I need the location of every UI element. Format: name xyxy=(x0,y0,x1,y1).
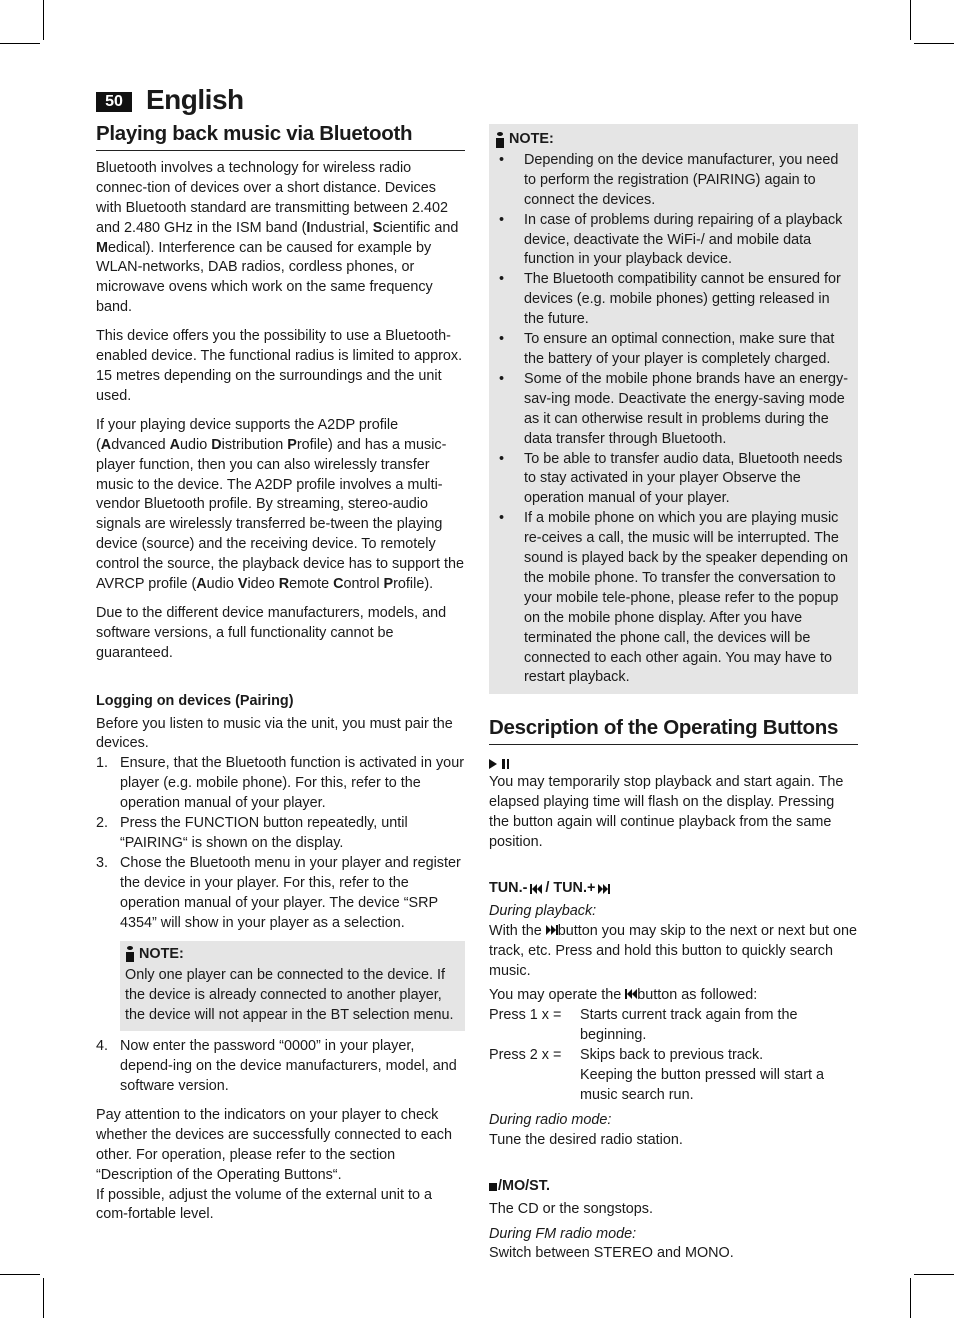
tuning-heading: TUN.- / TUN.+ xyxy=(489,879,858,899)
crop-mark xyxy=(914,43,954,44)
paragraph-operate: You may operate the button as followed: xyxy=(489,987,758,1004)
pairing-step: 2. Press the FUNCTION button repeatedly, until “PAIRING“ is shown on the display. xyxy=(96,815,408,851)
left-column xyxy=(96,122,465,1225)
pairing-step: 4. Now enter the password “0000” in your player, depend-ing on the device manufacturers, model, and software version. xyxy=(96,1038,457,1094)
crop-mark xyxy=(0,1274,40,1275)
note-box-single-player xyxy=(120,941,465,1032)
note-title: NOTE: xyxy=(139,945,184,962)
page-number: 50 xyxy=(96,92,132,112)
note-text: Only one player can be connected to the device. If the device is already connected to another player, the device will not appear in the BT selection menu. xyxy=(125,967,454,1024)
note-bullet: • In case of problems during repairing of a playback device, deactivate the WiFi-/ and mobile data function in your playback device. xyxy=(495,211,852,271)
paragraph-play-pause: You may temporarily stop playback and start again. The elapsed playing time will flash on the display. Pressing the button again will continue playback from the same position. xyxy=(489,774,844,850)
note-box-bluetooth xyxy=(489,124,858,694)
skip-forward-icon xyxy=(598,884,610,894)
play-pause-heading xyxy=(489,759,858,769)
crop-mark xyxy=(43,0,44,40)
right-column xyxy=(489,124,858,1264)
paragraph-a2dp: If your playing device supports the A2DP profile (Advanced Audio Distribution Profile) and has a music-player function, then you can also wirelessly transfer music to the device. The A2DP profile involves a multi-vendor Bluetooth profile. By streaming, stereo-audio signals are wirelessly transferred be-tween the playing device (source) and the receiving device. To remotely control the source, the playback device has to support the AVRCP profile (Audio Video Remote Control Profile). xyxy=(96,416,464,593)
paragraph-indicators: Pay attention to the indicators on your player to check whether the devices are successfully connected to each other. For operation, please refer to the section “Description of the Operating Buttons“. xyxy=(96,1106,452,1183)
paragraph-radio: Tune the desired radio station. xyxy=(489,1131,683,1148)
note-bullet: • To be able to transfer audio data, Bluetooth needs to stay activated in your player Observe the operation manual of your player. xyxy=(495,450,852,510)
skip-forward-icon xyxy=(546,925,558,935)
pairing-steps xyxy=(96,754,465,933)
info-icon xyxy=(495,132,505,148)
paragraph-fm: Switch between STEREO and MONO. xyxy=(489,1245,734,1262)
crop-mark xyxy=(43,1278,44,1318)
crop-mark xyxy=(910,0,911,40)
press-table xyxy=(489,1006,858,1106)
info-icon xyxy=(125,946,135,962)
press-row: Press 1 x = Starts current track again from the beginning. xyxy=(489,1007,798,1044)
label-during-playback: During playback: xyxy=(489,902,597,919)
paragraph-functional-radius: This device offers you the possibility to use a Bluetooth-enabled device. The functional radius is limited to approx. 15 metres depending on the surroundings and the unit used. xyxy=(96,328,463,404)
subsection-title-pairing: Logging on devices (Pairing) xyxy=(96,692,294,709)
note-bullet: • If a mobile phone on which you are playing music re-ceives a call, the music will be interrupted. The sound is played back by the speaker depending on the mobile phone. To transfer the conversation to your mobile tele-phone, please refer to the popup on the mobile phone display. After you have terminated the phone call, the devices will be connected to each other again. You may have to restart playback. xyxy=(495,509,852,688)
skip-back-icon xyxy=(530,884,542,894)
play-icon xyxy=(489,759,497,769)
section-title-bluetooth: Playing back music via Bluetooth xyxy=(96,122,465,151)
pause-icon xyxy=(502,759,509,769)
pairing-step: 1. Ensure, that the Bluetooth function is activated in your player (e.g. mobile phone). For this, refer to the operation manual of your player. xyxy=(96,755,464,812)
page-language: English xyxy=(146,84,244,115)
paragraph-pairing-intro: Before you listen to music via the unit, you must pair the devices. xyxy=(96,715,453,752)
note-title: NOTE: xyxy=(509,131,554,147)
stop-icon xyxy=(489,1183,497,1191)
paragraph-compatibility: Due to the different device manufacturers, models, and software versions, a full functionality cannot be guaranteed. xyxy=(96,604,447,661)
label-during-fm: During FM radio mode: xyxy=(489,1225,637,1242)
paragraph-stop: The CD or the songstops. xyxy=(489,1200,653,1217)
note-bullet-list xyxy=(495,151,852,688)
stop-heading: /MO/ST. xyxy=(489,1177,858,1197)
paragraph-skip: With the button you may skip to the next or next but one track, etc. Press and hold this button to quickly search music. xyxy=(489,922,857,979)
skip-back-icon xyxy=(625,989,637,999)
crop-mark xyxy=(910,1278,911,1318)
paragraph-bluetooth-intro: Bluetooth involves a technology for wireless radio connec-tion of devices over a short distance. Devices with Bluetooth standard are transmitting between 2.402 and 2.480 GHz in the ISM band (Industrial, Scientific and Medical). Interference can be caused for example by WLAN-networks, DAB radios, cordless phones, or microwave ovens which work on the same frequency band. xyxy=(96,159,459,316)
crop-mark xyxy=(914,1274,954,1275)
press-row: Press 2 x = Skips back to previous track. xyxy=(489,1047,764,1064)
note-bullet: • The Bluetooth compatibility cannot be ensured for devices (e.g. mobile phones) getting released in the future. xyxy=(495,270,852,330)
note-bullet: • To ensure an optimal connection, make sure that the battery of your player is completely charged. xyxy=(495,330,852,370)
pairing-steps-continued xyxy=(96,1037,465,1097)
crop-mark xyxy=(0,43,40,44)
section-title-operating-buttons: Description of the Operating Buttons xyxy=(489,716,858,745)
note-bullet: • Depending on the device manufacturer, you need to perform the registration (PAIRING) again to connect the devices. xyxy=(495,151,852,211)
label-during-radio: During radio mode: xyxy=(489,1111,612,1128)
note-bullet: • Some of the mobile phone brands have an energy-sav-ing mode. Deactivate the energy-saving mode as it can otherwise result in problems during the data transfer through Bluetooth. xyxy=(495,370,852,450)
paragraph-volume: If possible, adjust the volume of the external unit to a com-fortable level. xyxy=(96,1186,432,1223)
press-row: Keeping the button pressed will start a music search run. xyxy=(580,1067,824,1103)
pairing-step: 3. Chose the Bluetooth menu in your player and register the device in your player. For this, refer to the operation manual of your player. The device “SRP 4354” will show in your player as a selection. xyxy=(96,854,461,931)
